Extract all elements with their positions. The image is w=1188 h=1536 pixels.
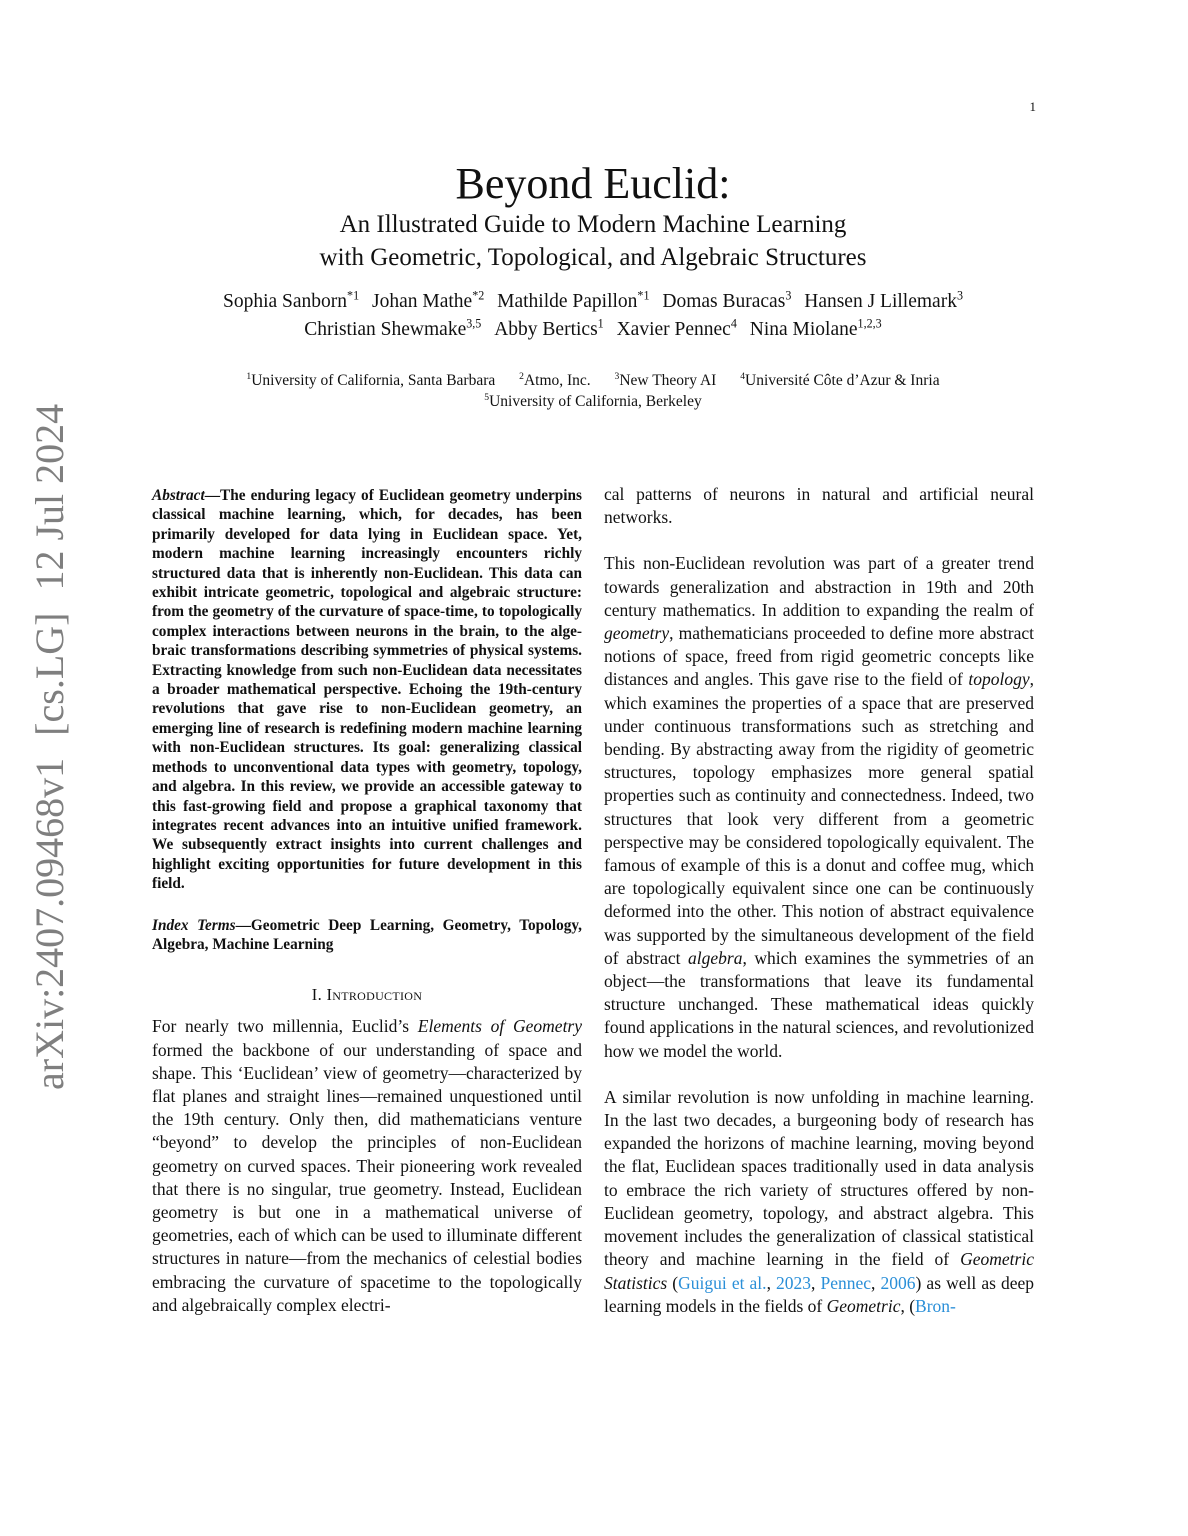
left-column <box>152 486 582 1317</box>
paper-title: Beyond Euclid: <box>455 159 731 208</box>
subtitle-line-2: with Geometric, Topological, and Algebraic Structures <box>319 244 867 271</box>
citation-link[interactable]: 2006 <box>880 1272 916 1293</box>
author: Johan Mathe$^{*2}$ <box>372 288 485 312</box>
author: Hansen J Lillemark$^3$ <box>804 288 963 312</box>
right-column <box>604 483 1034 1341</box>
author: Xavier Pennec$^4$ <box>616 316 737 340</box>
intro-paragraph: For nearly two millennia, Euclid’s Elements of Geometry formed the backbone of our understanding of space and shape. This ‘Euclidean’ view of geometry—characterized by flat planes and straight lines—remained unquestioned until the 19th century. Only then, did mathematicians venture “beyond” to develop the principles of non-Euclidean geometry on curved spaces. Their pioneering work revealed that there is no singular, true geometry. Instead, Euclidean geometry is but one in a mathematical universe of geometries, each of which can be used to illuminate different structures in nature—from the mechanics of celestial bodies embracing the curvature of spacetime to the topologically and algebraically complex electri- <box>152 1016 583 1315</box>
author-line-1 <box>130 288 1056 316</box>
affiliation: $^3$New Theory AI <box>614 371 717 389</box>
author: Nina Miolane$^{1,2,3}$ <box>749 316 882 340</box>
abstract-label: Abstract <box>152 487 205 504</box>
affiliation-line-2 <box>130 391 1056 412</box>
index-terms <box>152 916 582 955</box>
affiliation: $^4$Université Côte d’Azur & Inria <box>740 371 940 389</box>
author: Mathilde Papillon$^{*1}$ <box>497 288 650 312</box>
page-number: 1 <box>1029 99 1036 114</box>
arxiv-category: [cs.LG] <box>27 612 72 736</box>
index-terms-label: Index Terms <box>152 916 236 934</box>
paragraph-ml-revolution: A similar revolution is now unfolding in machine learning. In the last two decades, a burgeoning body of research has expanded the horizons of machine learning, moving beyond the flat, Euclidean spaces traditionally used in data analysis to embrace the rich variety of structures offered by non-Euclidean geometry, topology, and abstract algebra. This movement includes the generalization of classical statistical theory and machine learning in the field of Geometric Statistics (Guigui et al., 2023, Pennec, 2006) as well as deep learning models in the fields of Geometric, (Bron- <box>604 1086 1035 1316</box>
citation-link[interactable]: 2023 <box>776 1272 812 1293</box>
author: Christian Shewmake$^{3,5}$ <box>304 316 482 340</box>
affiliation-list <box>130 370 1056 412</box>
author: Abby Bertics$^1$ <box>494 316 604 340</box>
subtitle-line-1: An Illustrated Guide to Modern Machine Learning <box>339 211 847 238</box>
paragraph-continued: cal patterns of neurons in natural and artificial neural networks. <box>604 484 1034 528</box>
author: Domas Buracas$^3$ <box>662 288 792 312</box>
paper-subtitle <box>150 208 1036 274</box>
abstract-text: —The enduring legacy of Euclidean geometry underpins classical machine learning, which, for decades, has been primarily developed for data lying in Euclidean space. Yet, modern machine learning increasingly encounters richly structured data that is inherently non-Euclidean. This data can exhibit intricate geometric, topological and algebraic structure: from the geometry of the curvature of space-time, to topologically complex interactions between neurons in the brain, to the algebraic transformations describing symmetries of physical systems. Extracting knowledge from such non-Euclidean data necessitates a broader mathematical perspective. Echoing the 19th-century revolutions that gave rise to non-Euclidean geometry, an emerging line of research is redefining modern machine learning with non-Euclidean structures. Its goal: generalizing classical methods to unconventional data types with geometry, topology, and algebra. In this review, we provide an accessible gateway to this fast-growing field and propose a graphical taxonomy that integrates recent advances into an intuitive unified framework. We subsequently extract insights into current challenges and highlight exciting opportunities for future development in this field. <box>152 487 582 893</box>
citation-link[interactable]: Pennec <box>820 1272 872 1293</box>
author-list <box>130 288 1056 344</box>
index-terms-text: —Geometric Deep Learning, Geometry, Topology, Algebra, Machine Learning <box>152 916 582 953</box>
citation-link[interactable]: Bron- <box>915 1295 956 1316</box>
abstract <box>152 486 582 894</box>
affiliation: $^5$University of California, Berkeley <box>484 392 702 410</box>
arxiv-id: arXiv:2407.09468v1 <box>27 757 72 1090</box>
citation-link[interactable]: Guigui et al. <box>678 1272 767 1293</box>
affiliation-line-1 <box>130 370 1056 391</box>
affiliation: $^2$Atmo, Inc. <box>519 371 591 389</box>
arxiv-date: 12 Jul 2024 <box>27 403 72 591</box>
affiliation: $^1$University of California, Santa Barbara <box>246 371 496 389</box>
arxiv-identifier-stamp <box>20 403 80 1090</box>
section-heading-introduction: I. Introduction <box>311 985 423 1005</box>
paragraph-non-euclidean-revolution: This non-Euclidean revolution was part of a greater trend towards generalization and abstraction in 19th and 20th century mathematics. In addition to expanding the realm of geometry, mathematicians proceeded to define more abstract notions of space, freed from rigid geometric concepts like distances and angles. This gave rise to the field of topology, which examines the properties of a space that are preserved under continuous transformations such as stretching and bending. By abstracting away from the rigidity of geometric structures, topology emphasizes more general spatial properties such as continuity and connectedness. Indeed, two structures that look very different from a geometric perspective may be considered topologically equivalent. The famous of example of this is a donut and coffee mug, which are topologically equivalent since one can be continuously deformed into the other. This notion of abstract equivalence was supported by the simultaneous development of the field of abstract algebra, which examines the symmetries of an object—the transformations that leave its fundamental structure unchanged. These mathematical ideas quickly found applications in the natural sciences, and revolutionized how we model the world. <box>604 553 1034 1061</box>
author: Sophia Sanborn$^{*1}$ <box>223 288 360 312</box>
author-line-2 <box>130 316 1056 344</box>
